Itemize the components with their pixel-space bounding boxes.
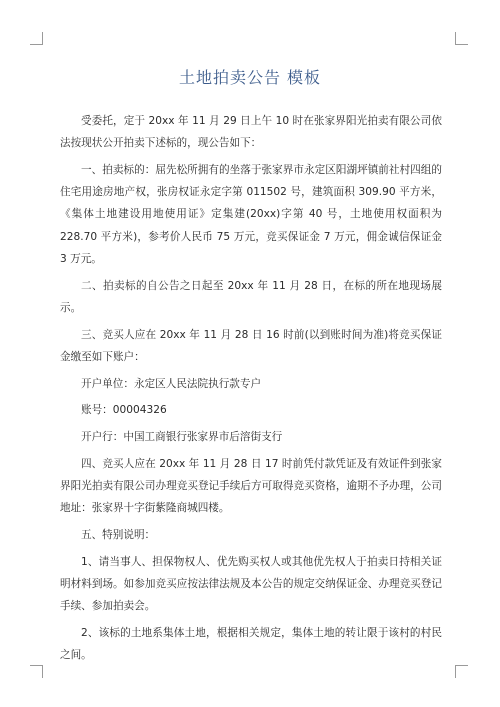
display-paragraph: 二、拍卖标的自公告之日起至 20xx 年 11 月 28 日，在标的所在地现场展示。 xyxy=(60,279,442,314)
account-number: 账号：00004326 xyxy=(81,404,167,417)
document-title: 土地拍卖公告 模板 xyxy=(178,68,322,87)
special-note-2: 2、该标的土地系集体土地，根据相关规定，集体土地的转让限于该村的村民之间。 xyxy=(60,627,442,662)
document-body xyxy=(60,110,442,671)
special-notes-heading: 五、特别说明： xyxy=(81,529,156,542)
crop-mark-top-right xyxy=(455,32,468,45)
crop-mark-top-left xyxy=(30,32,43,45)
account-unit: 开户单位：永定区人民法院执行款专户 xyxy=(81,377,262,390)
crop-mark-bottom-left xyxy=(30,665,43,678)
crop-mark-bottom-right xyxy=(455,665,468,678)
deposit-paragraph: 三、竞买人应在 20xx 年 11 月 28 日 16 时前(以到账时间为准)将竞买保证金缴至如下账户： xyxy=(60,328,442,363)
intro-paragraph: 受委托，定于 20xx 年 11 月 29 日上午 10 时在张家界阳光拍卖有限公司依法按现状公开拍卖下述标的，现公告如下： xyxy=(60,115,442,150)
registration-paragraph: 四、竞买人应在 20xx 年 11 月 28 日 17 时前凭付款凭证及有效证件到张家界阳光拍卖有限公司办理竞买登记手续后方可取得竞买资格，逾期不予办理，公司地址：张家界十字街紫隆商城四楼。 xyxy=(60,458,442,515)
special-note-1: 1、请当事人、担保物权人、优先购买权人或其他优先权人于拍卖日持相关证明材料到场。如参加竞买应按法律法规及本公告的规定交纳保证金、办理竞买登记手续、参加拍卖会。 xyxy=(60,556,442,613)
account-bank: 开户行：中国工商银行张家界市后溶街支行 xyxy=(81,431,283,444)
auction-item-paragraph: 一、拍卖标的：屈先松所拥有的坐落于张家界市永定区阳湖坪镇前社村四组的住宅用途房地产权，张房权证永定字第 011502 号，建筑面积 309.90 平方米，《集体土地建设用地使用证》定集建(20xx)字第 40 号，土地使用权面积为 228.70 平方米)，参考价人民币 75 万元，竞买保证金 7 万元，佣金诚信保证金 3 万元。 xyxy=(60,164,442,265)
